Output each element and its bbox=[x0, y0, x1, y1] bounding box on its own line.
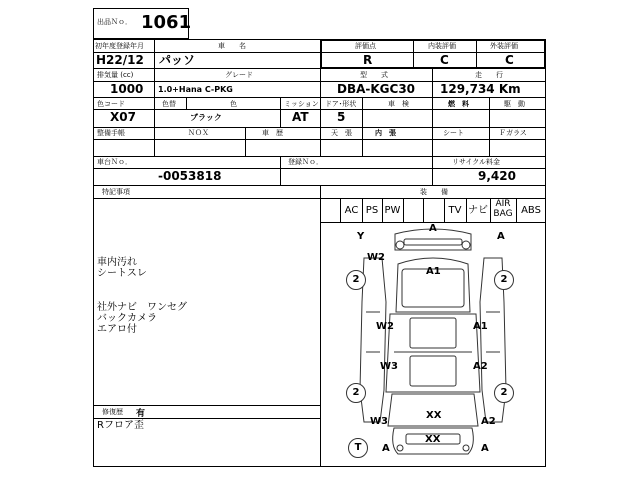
exterior-rating: C bbox=[505, 53, 514, 67]
mileage: 129,734 Km bbox=[440, 82, 521, 96]
tire-fr-badge: 2 bbox=[494, 270, 514, 290]
mark-xx-bottom: XX bbox=[425, 434, 441, 445]
equip-ps: PS bbox=[365, 205, 379, 216]
transmission: AT bbox=[292, 110, 309, 124]
mark-w3-left: W3 bbox=[380, 361, 398, 372]
door-count: 5 bbox=[337, 110, 346, 124]
equip-pw: PW bbox=[384, 205, 401, 216]
mark-y: Y bbox=[357, 231, 365, 242]
mark-w2-left: W2 bbox=[376, 321, 394, 332]
recycle-fee: 9,420 bbox=[478, 169, 516, 183]
equip-navi: ナビ bbox=[468, 205, 488, 216]
mark-a-bottom: A bbox=[382, 443, 390, 454]
interior-rating: C bbox=[440, 53, 449, 67]
tire-rr-badge: 2 bbox=[494, 383, 514, 403]
mark-w3-bl: W3 bbox=[370, 416, 388, 427]
first-registration: H22/12 bbox=[96, 53, 144, 67]
evaluation-score: R bbox=[363, 53, 373, 67]
car-name: パッソ bbox=[159, 53, 196, 67]
mark-w2-top: W2 bbox=[367, 252, 385, 263]
equip-airbag: AIR BAG bbox=[493, 199, 513, 219]
color: ブラック bbox=[190, 113, 222, 122]
equip-tv: TV bbox=[448, 205, 462, 216]
car-diagram bbox=[320, 222, 546, 466]
model-code: DBA-KGC30 bbox=[337, 82, 416, 96]
displacement: 1000 bbox=[110, 82, 144, 96]
grade: 1.0+Hana C-PKG bbox=[158, 85, 233, 94]
repair-detail: Rフロア歪 bbox=[97, 420, 144, 431]
mark-a2-br: A2 bbox=[481, 416, 496, 427]
spare-tire-badge: T bbox=[348, 438, 368, 458]
lot-label: 出品Ｎｏ． bbox=[97, 18, 132, 26]
lot-number: 1061 bbox=[141, 12, 192, 33]
chassis-number: -0053818 bbox=[158, 169, 222, 183]
mark-a-top: A bbox=[429, 223, 437, 234]
mark-a-br: A bbox=[481, 443, 489, 454]
equip-ac: AC bbox=[344, 205, 359, 216]
tire-rl-badge: 2 bbox=[346, 383, 366, 403]
mark-a1-roof: A1 bbox=[426, 266, 441, 277]
mark-a1-right: A1 bbox=[473, 321, 488, 332]
equip-abs: ABS bbox=[521, 205, 541, 216]
mark-a2-right: A2 bbox=[473, 361, 488, 372]
mark-xx-rear: XX bbox=[426, 410, 442, 421]
color-code: X07 bbox=[110, 110, 136, 124]
tire-fl-badge: 2 bbox=[346, 270, 366, 290]
repair-history: 有 bbox=[136, 409, 146, 419]
mark-a-tr: A bbox=[497, 231, 505, 242]
